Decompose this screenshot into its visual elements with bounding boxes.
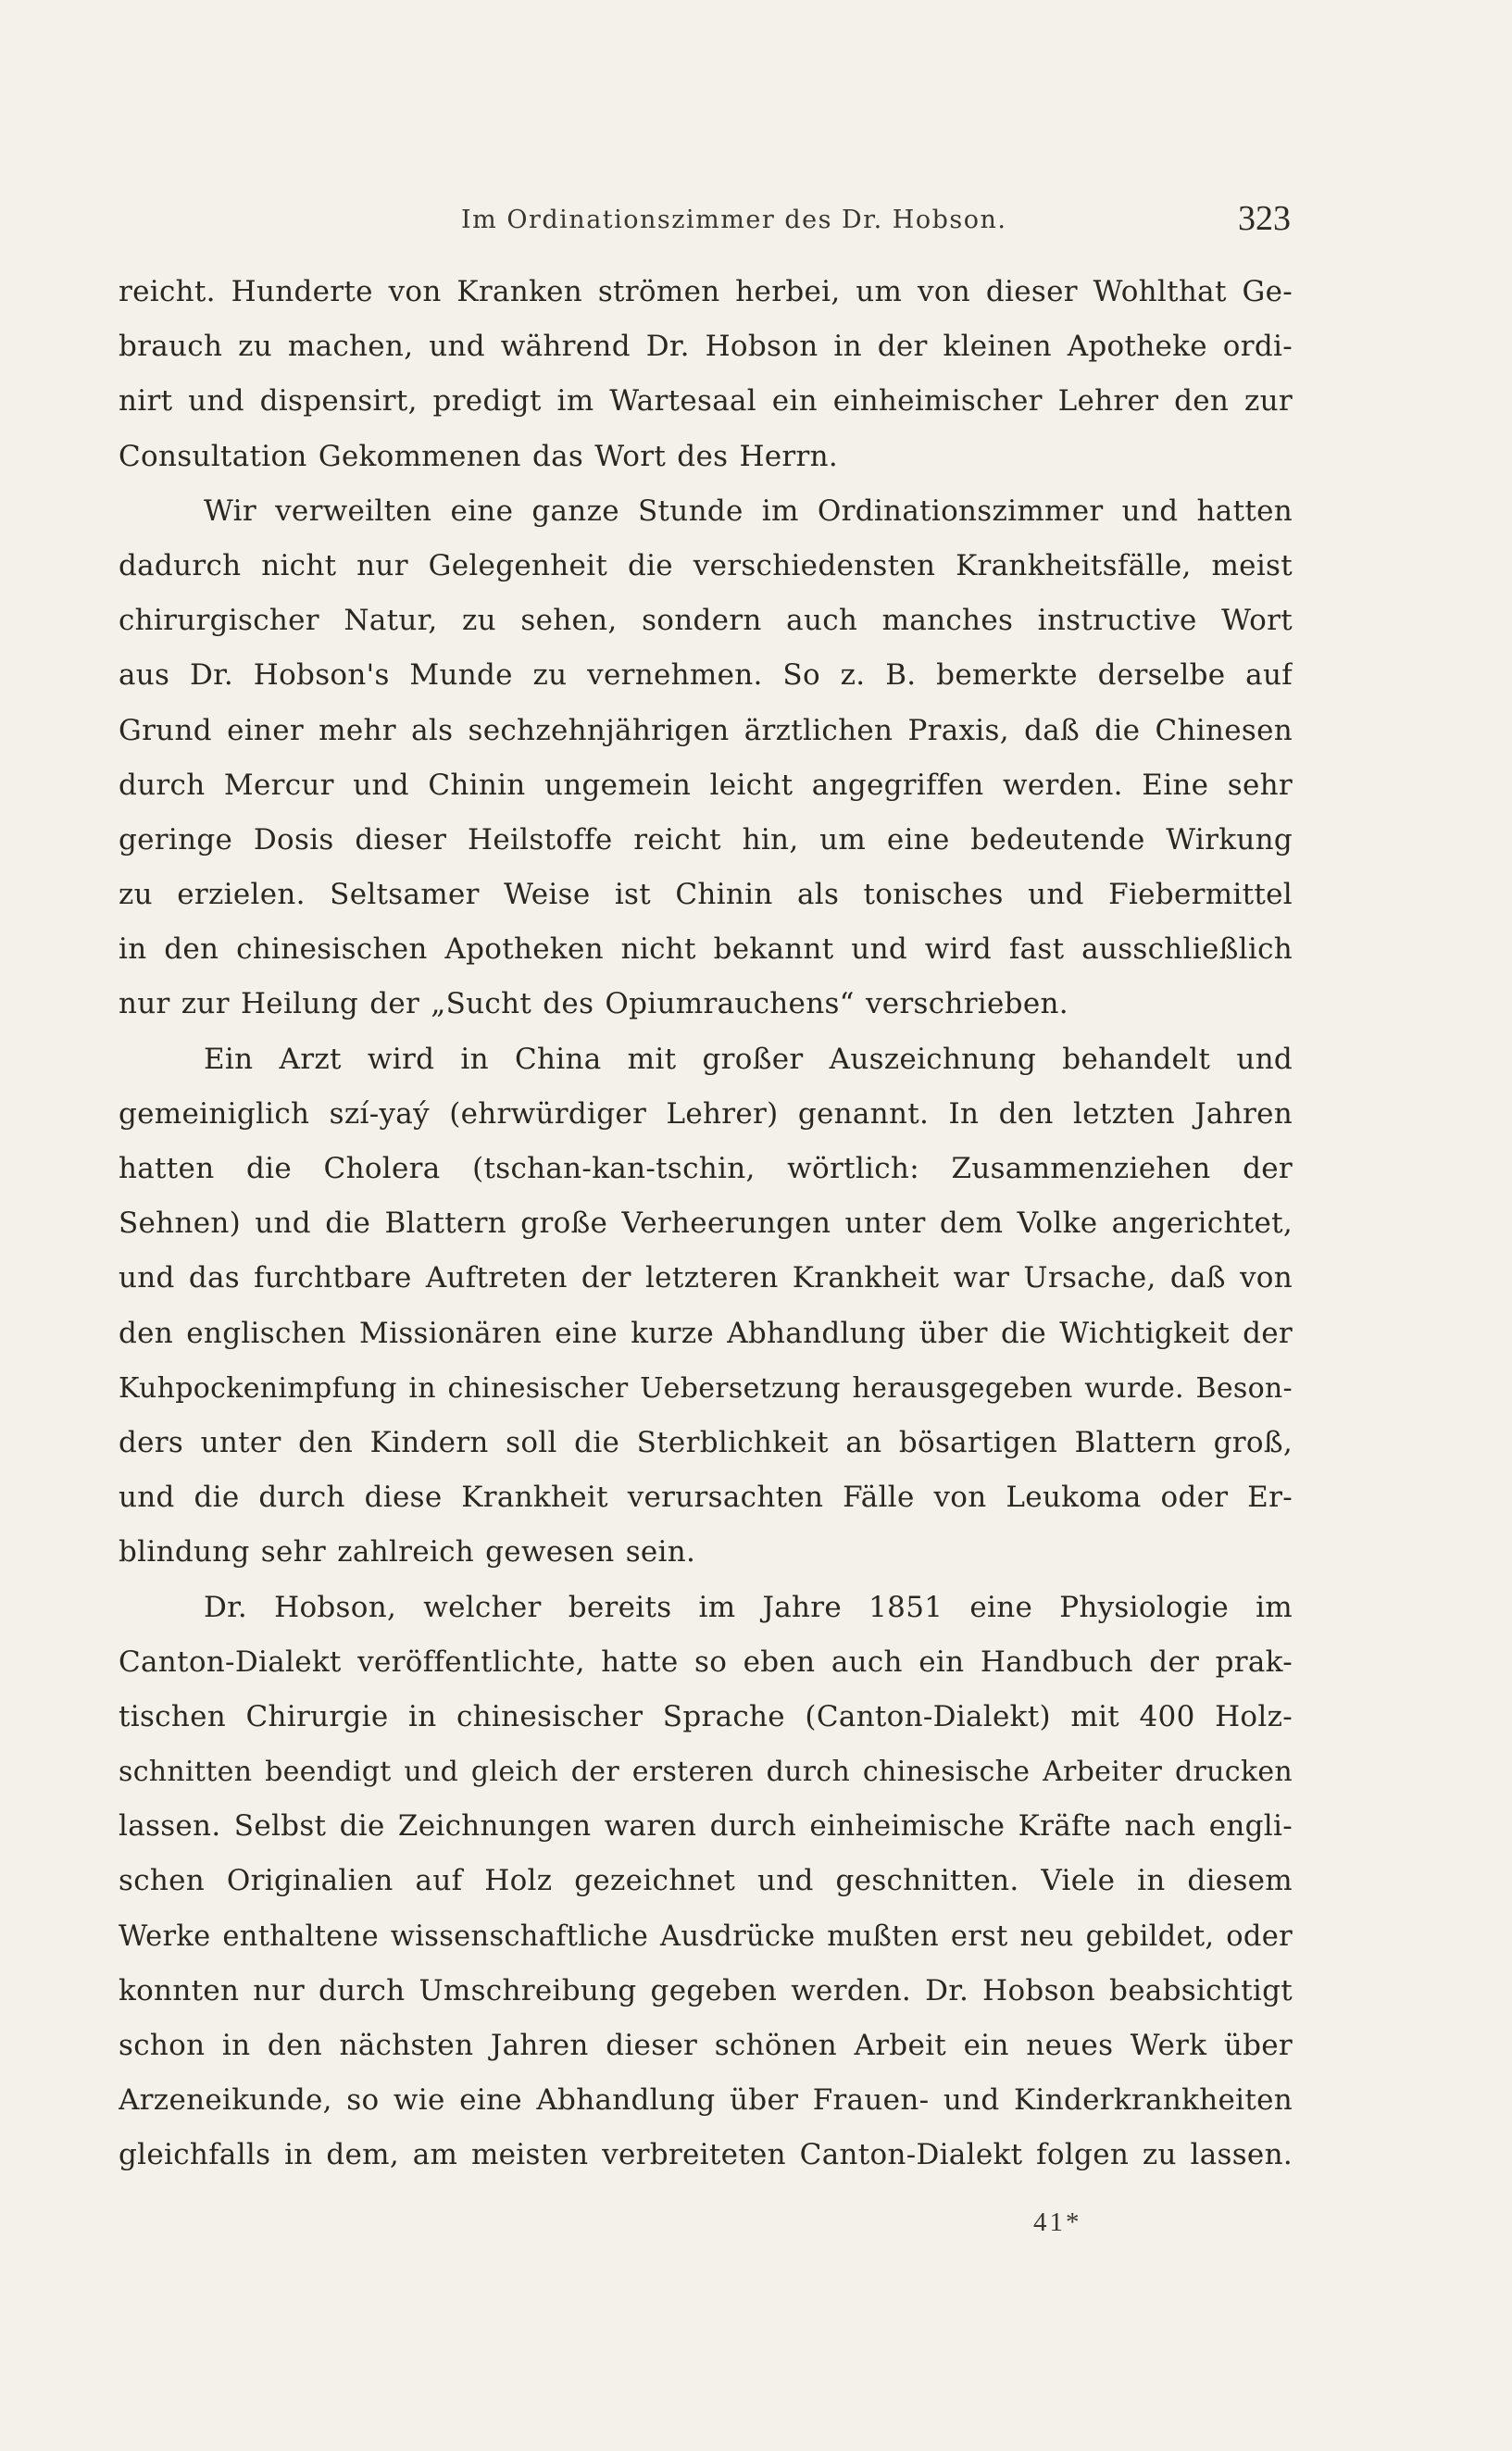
text-line: konnten nur durch Umschreibung gegeben werden. Dr. Hobson beabsichtigt xyxy=(119,1973,1293,2007)
text-line: Canton-Dialekt veröffentlichte, hatte so eben auch ein Handbuch der prak- xyxy=(119,1644,1293,1679)
text-line: zu erzielen. Seltsamer Weise ist Chinin als tonisches und Fiebermittel xyxy=(119,878,1293,912)
text-line: dadurch nicht nur Gelegenheit die verschiedensten Krankheitsfälle, meist xyxy=(119,548,1293,582)
text-line: aus Dr. Hobson's Munde zu vernehmen. So z. B. bemerkte derselbe auf xyxy=(119,658,1293,693)
body-text xyxy=(119,265,1293,2183)
running-head xyxy=(119,198,1291,244)
text-line: schen Originalien auf Holz gezeichnet und geschnitten. Viele in diesem xyxy=(119,1864,1293,1898)
text-line: Kuhpockenimpfung in chinesischer Uebersetzung herausgegeben wurde. Beson- xyxy=(119,1371,1293,1405)
text-line: lassen. Selbst die Zeichnungen waren durch einheimische Kräfte nach engli- xyxy=(119,1809,1293,1844)
text-line: Wir verweilten eine ganze Stunde im Ordinationszimmer und hatten xyxy=(204,494,1293,528)
text-line: und die durch diese Krankheit verursachten Fälle von Leukoma oder Er- xyxy=(119,1481,1293,1515)
text-line: Sehnen) und die Blattern große Verheerungen unter dem Volke angerichtet, xyxy=(119,1207,1293,1241)
text-line: tischen Chirurgie in chinesischer Sprache (Canton-Dialekt) mit 400 Holz- xyxy=(119,1699,1293,1733)
text-line: gleichfalls in dem, am meisten verbreiteten Canton-Dialekt folgen zu lassen. xyxy=(119,2138,1293,2172)
text-line: geringe Dosis dieser Heilstoffe reicht hin, um eine bedeutende Wirkung xyxy=(119,822,1293,857)
text-line: Werke enthaltene wissenschaftliche Ausdrücke mußten erst neu gebildet, oder xyxy=(119,1920,1293,1953)
page-number: 323 xyxy=(1238,199,1291,238)
text-line: gemeiniglich szí-yaý (ehrwürdiger Lehrer) genannt. In den letzten Jahren xyxy=(119,1096,1293,1131)
text-line: brauch zu machen, und während Dr. Hobson in der kleinen Apotheke ordi- xyxy=(119,330,1293,364)
text-line: blindung sehr zahlreich gewesen sein. xyxy=(119,1535,696,1569)
text-line: schon in den nächsten Jahren dieser schönen Arbeit ein neues Werk über xyxy=(119,2029,1293,2062)
text-line: Grund einer mehr als sechzehnjährigen ärztlichen Praxis, daß die Chinesen xyxy=(119,713,1293,747)
text-line: nirt und dispensirt, predigt im Wartesaal ein einheimischer Lehrer den zur xyxy=(119,384,1293,419)
text-line: und das furchtbare Auftreten der letzteren Krankheit war Ursache, daß von xyxy=(119,1261,1293,1295)
text-line: Dr. Hobson, welcher bereits im Jahre 1851 eine Physiologie im xyxy=(204,1590,1293,1624)
running-title: Im Ordinationszimmer des Dr. Hobson. xyxy=(461,206,1007,234)
text-line: den englischen Missionären eine kurze Abhandlung über die Wichtigkeit der xyxy=(119,1316,1293,1350)
signature-mark: 41* xyxy=(1033,2207,1082,2237)
text-line: ders unter den Kindern soll die Sterblichkeit an bösartigen Blattern groß, xyxy=(119,1425,1293,1459)
text-line: reicht. Hunderte von Kranken strömen herbei, um von dieser Wohlthat Ge- xyxy=(119,275,1293,308)
text-line: Consultation Gekommenen das Wort des Herrn. xyxy=(119,439,839,473)
text-line: schnitten beendigt und gleich der ersteren durch chinesische Arbeiter drucken xyxy=(119,1756,1293,1789)
text-line: durch Mercur und Chinin ungemein leicht angegriffen werden. Eine sehr xyxy=(119,768,1293,802)
text-line: Arzeneikunde, so wie eine Abhandlung über Frauen- und Kinderkrankheiten xyxy=(119,2083,1293,2118)
text-line: hatten die Cholera (tschan-kan-tschin, wörtlich: Zusammenziehen der xyxy=(119,1152,1293,1185)
text-line: in den chinesischen Apotheken nicht bekannt und wird fast ausschließlich xyxy=(119,932,1293,967)
text-line: nur zur Heilung der „Sucht des Opiumrauchens“ verschrieben. xyxy=(119,987,1068,1021)
text-line: Ein Arzt wird in China mit großer Auszeichnung behandelt und xyxy=(204,1042,1293,1076)
text-line: chirurgischer Natur, zu sehen, sondern auch manches instructive Wort xyxy=(119,604,1293,638)
